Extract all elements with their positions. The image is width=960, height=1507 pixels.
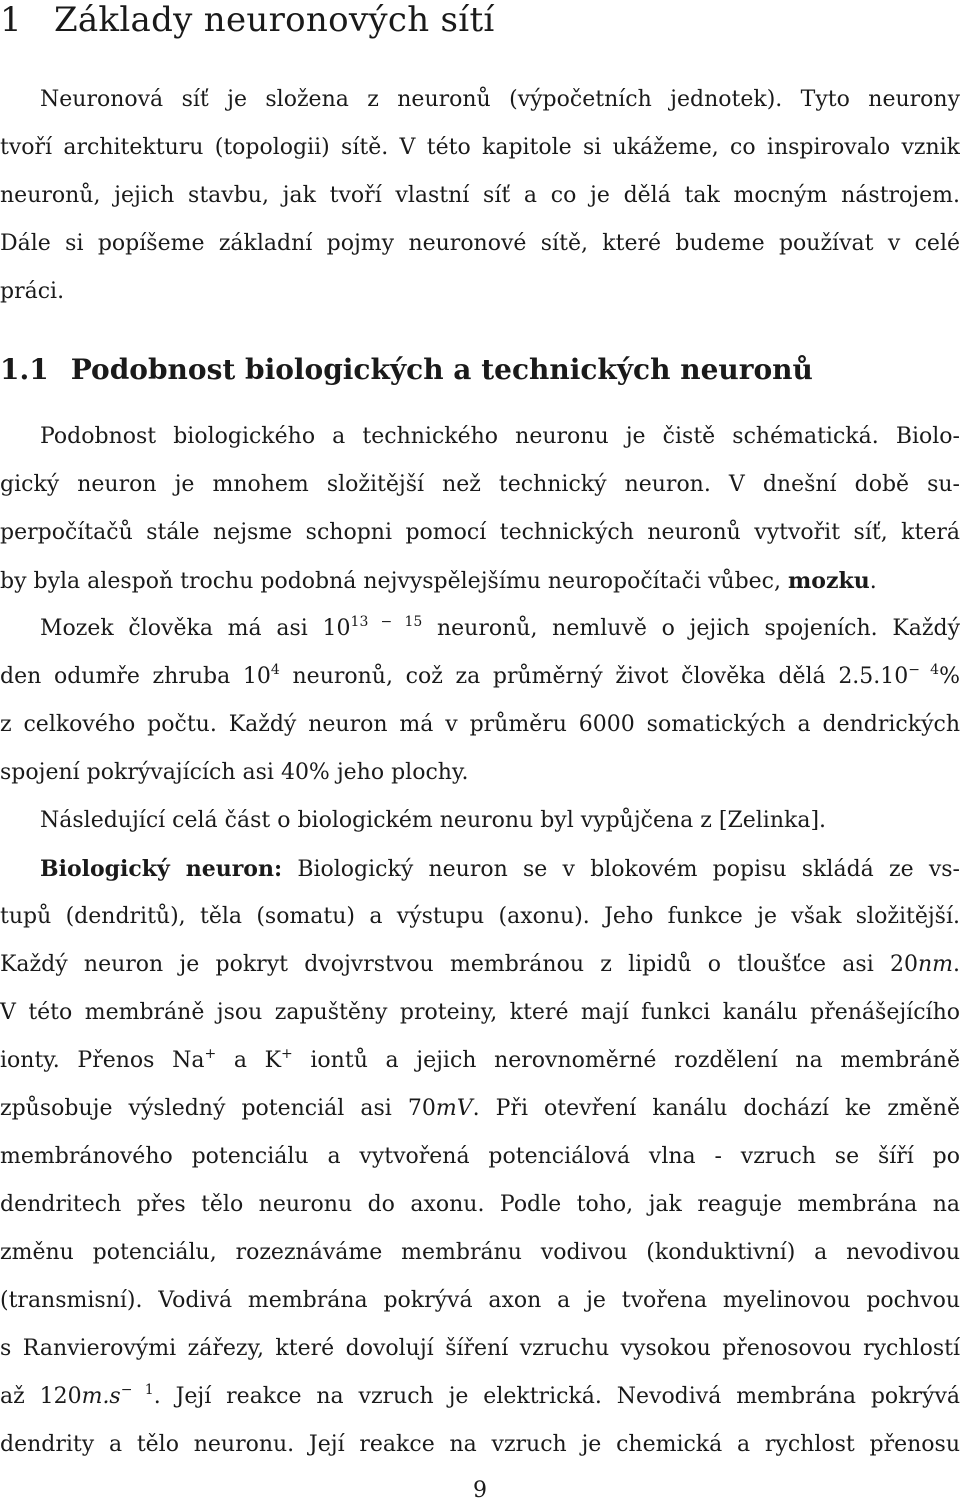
text-run: ionty. Přenos Na xyxy=(0,1048,205,1073)
text-line: tvoří architekturu (topologii) sítě. V této kapitole si ukážeme, co inspirovalo vznik xyxy=(0,135,960,160)
text-line: neuronů, jejich stavbu, jak tvoří vlastní síť a co je dělá tak mocným nástrojem. xyxy=(0,183,960,208)
page-number: 9 xyxy=(473,1478,487,1503)
text-line xyxy=(0,1037,960,1085)
emphasis-mozku: mozku xyxy=(788,568,870,594)
text-line: tupů (dendritů), těla (somatu) a výstupu (axonu). Jeho funkce je však složitější. xyxy=(0,904,960,929)
text-line xyxy=(0,941,960,989)
text-line xyxy=(0,1085,960,1133)
superscript: 13 − 15 xyxy=(350,614,423,630)
body-paragraphs xyxy=(0,413,960,1469)
text-run: . xyxy=(869,569,877,594)
text-run: iontů a jejich nerovnoměrné rozdělení na membráně xyxy=(292,1048,960,1073)
math-unit: nm xyxy=(917,952,953,977)
text-run: Každý neuron je pokryt dvojvrstvou membránou z lipidů o tloušťce asi 20 xyxy=(0,952,918,977)
chapter-title xyxy=(0,0,495,40)
text-run: neuronů, což za průměrný život člověka dělá 2.5.10 xyxy=(279,664,909,689)
text-line: dendrity a tělo neuronu. Její reakce na vzruch je chemická a rychlost přenosu xyxy=(0,1432,960,1457)
text-line xyxy=(0,653,960,701)
superscript: + xyxy=(204,1046,217,1062)
text-run: . Při otevření kanálu dochází ke změně xyxy=(472,1096,960,1121)
text-line: Dále si popíšeme základní pojmy neuronové sítě, které budeme používat v celé xyxy=(0,231,960,256)
section-title xyxy=(0,352,813,388)
text-line: Podobnost biologického a technického neuronu je čistě schématická. Biolo- xyxy=(40,424,960,449)
text-run: . Její reakce na vzruch je elektrická. Nevodivá membrána pokrývá xyxy=(153,1384,960,1409)
text-line: z celkového počtu. Každý neuron má v průměru 6000 somatických a dendrických xyxy=(0,712,960,737)
text-line xyxy=(0,845,960,893)
text-line: Následující celá část o biologickém neuronu byl vypůjčena z [Zelinka]. xyxy=(40,808,827,833)
math-unit: m.s xyxy=(81,1384,121,1409)
text-run: až 120 xyxy=(0,1384,82,1409)
chapter-title-text: Základy neuronových sítí xyxy=(53,0,495,40)
text-run: Biologický neuron se v blokovém popisu skládá ze vs- xyxy=(282,857,960,882)
superscript: − 4 xyxy=(908,662,940,678)
text-line xyxy=(0,605,960,653)
text-run: způsobuje výsledný potenciál asi 70 xyxy=(0,1096,436,1121)
section-title-text: Podobnost biologických a technických neuronů xyxy=(70,353,813,386)
term-biological-neuron: Biologický neuron: xyxy=(40,856,283,882)
text-line: Neuronová síť je složena z neuronů (výpočetních jednotek). Tyto neurony xyxy=(40,87,960,112)
text-line: perpočítačů stále nejsme schopni pomocí technických neuronů vytvořit síť, která xyxy=(0,520,960,545)
text-line xyxy=(0,1373,960,1421)
text-line: dendritech přes tělo neuronu do axonu. Podle toho, jak reaguje membrána na xyxy=(0,1192,960,1217)
text-line: (transmisní). Vodivá membrána pokrývá axon a je tvořena myelinovou pochvou xyxy=(0,1288,960,1313)
text-line xyxy=(0,557,960,605)
text-line: změnu potenciálu, rozeznáváme membránu vodivou (konduktivní) a nevodivou xyxy=(0,1240,960,1265)
text-line: V této membráně jsou zapuštěny proteiny, které mají funkci kanálu přenášejícího xyxy=(0,1000,960,1025)
text-run: Mozek člověka má asi 10 xyxy=(40,616,351,641)
text-line: spojení pokrývajících asi 40% jeho plochy. xyxy=(0,760,469,785)
text-line: s Ranvierovými zářezy, které dovolují šíření vzruchu vysokou přenosovou rychlostí xyxy=(0,1336,960,1361)
text-run: . xyxy=(953,952,960,977)
chapter-number: 1 xyxy=(0,0,22,40)
text-run: neuronů, nemluvě o jejich spojeních. Každý xyxy=(422,616,960,641)
superscript: − 1 xyxy=(120,1382,154,1398)
text-line: práci. xyxy=(0,279,65,304)
section-number: 1.1 xyxy=(0,353,49,386)
text-run: a K xyxy=(216,1048,282,1073)
intro-paragraph xyxy=(0,76,960,316)
text-line: gický neuron je mnohem složitější než technický neuron. V dnešní době su- xyxy=(0,472,960,497)
math-unit: mV xyxy=(435,1096,473,1121)
text-run: % xyxy=(939,664,960,689)
text-line: membránového potenciálu a vytvořená potenciálová vlna - vzruch se šíří po xyxy=(0,1144,960,1169)
superscript: + xyxy=(281,1046,293,1062)
superscript: 4 xyxy=(270,662,280,678)
text-run: den odumře zhruba 10 xyxy=(0,664,271,689)
text-run: by byla alespoň trochu podobná nejvyspělejšímu neuropočítači vůbec, xyxy=(0,569,788,594)
